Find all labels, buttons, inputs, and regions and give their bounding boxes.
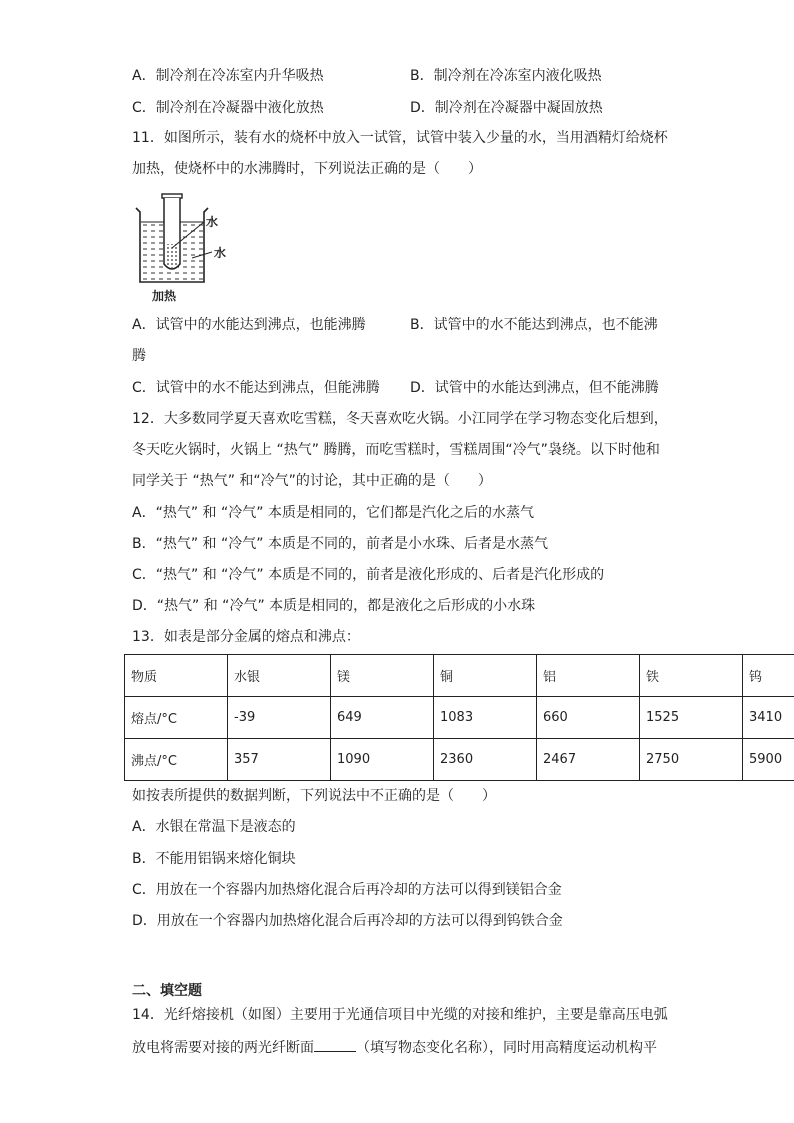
table-cell: 钨 <box>743 655 794 697</box>
q13-option-a: A．水银在常温下是液态的 <box>132 819 296 835</box>
table-row <box>125 697 794 739</box>
label-water-tube: 水 <box>206 215 219 229</box>
q11-stem-line1: 11．如图所示，装有水的烧杯中放入一试管，试管中装入少量的水，当用酒精灯给烧杯 <box>132 130 668 146</box>
q12-option-d: D．“热气” 和 “冷气” 本质是相同的，都是液化之后形成的小水珠 <box>132 598 536 614</box>
section-title: 二、填空题 <box>132 983 202 999</box>
table-cell: 5900 <box>743 739 794 781</box>
q13-question: 如按表所提供的数据判断，下列说法中不正确的是（ ） <box>132 788 496 804</box>
table-cell: 铜 <box>434 655 537 697</box>
table-row <box>125 739 794 781</box>
table-row <box>125 655 794 697</box>
q12-option-b: B．“热气” 和 “冷气” 本质是不同的，前者是小水珠、后者是水蒸气 <box>132 536 548 552</box>
beaker-diagram <box>134 186 234 306</box>
q11-option-d: D．试管中的水能达到沸点，但不能沸腾 <box>410 380 659 396</box>
table-cell: 1083 <box>434 697 537 739</box>
q14-text-after-blank: （填写物态变化名称），同时用高精度运动机构平 <box>356 1040 657 1056</box>
table-cell: 2360 <box>434 739 537 781</box>
table-cell: 357 <box>228 739 331 781</box>
table-cell: 物质 <box>125 655 228 697</box>
metal-properties-table <box>124 654 794 781</box>
q11-stem-line2: 加热，使烧杯中的水沸腾时，下列说法正确的是（ ） <box>132 161 482 177</box>
table-cell: 2750 <box>640 739 743 781</box>
table-cell: 水银 <box>228 655 331 697</box>
table-cell: 1525 <box>640 697 743 739</box>
q11-option-b: B．试管中的水不能达到沸点，也不能沸 <box>410 317 658 333</box>
q14-stem-line1: 14．光纤熔接机（如图）主要用于光通信项目中光缆的对接和维护，主要是靠高压电弧 <box>132 1007 668 1023</box>
table-cell: 3410 <box>743 697 794 739</box>
table-cell: 2467 <box>537 739 640 781</box>
q11-option-a: A．试管中的水能达到沸点，也能沸腾 <box>132 317 366 333</box>
q14-text-before-blank: 放电将需要对接的两光纤断面 <box>132 1040 314 1056</box>
q14-stem-line2 <box>132 1037 657 1058</box>
q13-option-c: C．用放在一个容器内加热熔化混合后再冷却的方法可以得到镁铝合金 <box>132 882 562 898</box>
q12-stem-line2: 冬天吃火锅时，火锅上 “热气” 腾腾，而吃雪糕时，雪糕周围“冷气”袅绕。以下时他和 <box>132 442 660 458</box>
q10-option-a: A．制冷剂在冷冻室内升华吸热 <box>132 68 324 84</box>
table-cell: 1090 <box>331 739 434 781</box>
table-cell: 熔点/°C <box>125 697 228 739</box>
table-cell: 镁 <box>331 655 434 697</box>
q12-stem-line1: 12．大多数同学夏天喜欢吃雪糕，冬天喜欢吃火锅。小江同学在学习物态变化后想到， <box>132 411 668 427</box>
table-cell: 铝 <box>537 655 640 697</box>
q12-option-a: A．“热气” 和 “冷气” 本质是相同的，它们都是汽化之后的水蒸气 <box>132 505 534 521</box>
q13-option-d: D．用放在一个容器内加热熔化混合后再冷却的方法可以得到钨铁合金 <box>132 913 563 929</box>
label-heat: 加热 <box>152 289 177 303</box>
q10-option-c: C．制冷剂在冷凝器中液化放热 <box>132 100 324 116</box>
q12-stem-line3: 同学关于 “热气” 和“冷气”的讨论，其中正确的是（ ） <box>132 473 492 489</box>
beaker-figure <box>134 186 234 306</box>
table-cell: 铁 <box>640 655 743 697</box>
q12-option-c: C．“热气” 和 “冷气” 本质是不同的，前者是液化形成的、后者是汽化形成的 <box>132 567 605 583</box>
table-cell: -39 <box>228 697 331 739</box>
q10-option-b: B．制冷剂在冷冻室内液化吸热 <box>410 68 602 84</box>
q13-intro: 13．如表是部分金属的熔点和沸点： <box>132 629 360 645</box>
table-cell: 660 <box>537 697 640 739</box>
table-cell: 649 <box>331 697 434 739</box>
q11-option-b-cont: 腾 <box>132 348 146 364</box>
q13-option-b: B．不能用铝锅来熔化铜块 <box>132 851 296 867</box>
q11-option-c: C．试管中的水不能达到沸点，但能沸腾 <box>132 380 380 396</box>
table-cell: 沸点/°C <box>125 739 228 781</box>
q10-option-d: D．制冷剂在冷凝器中凝固放热 <box>410 100 603 116</box>
answer-blank[interactable] <box>314 1037 356 1052</box>
label-water-beaker: 水 <box>214 246 227 260</box>
